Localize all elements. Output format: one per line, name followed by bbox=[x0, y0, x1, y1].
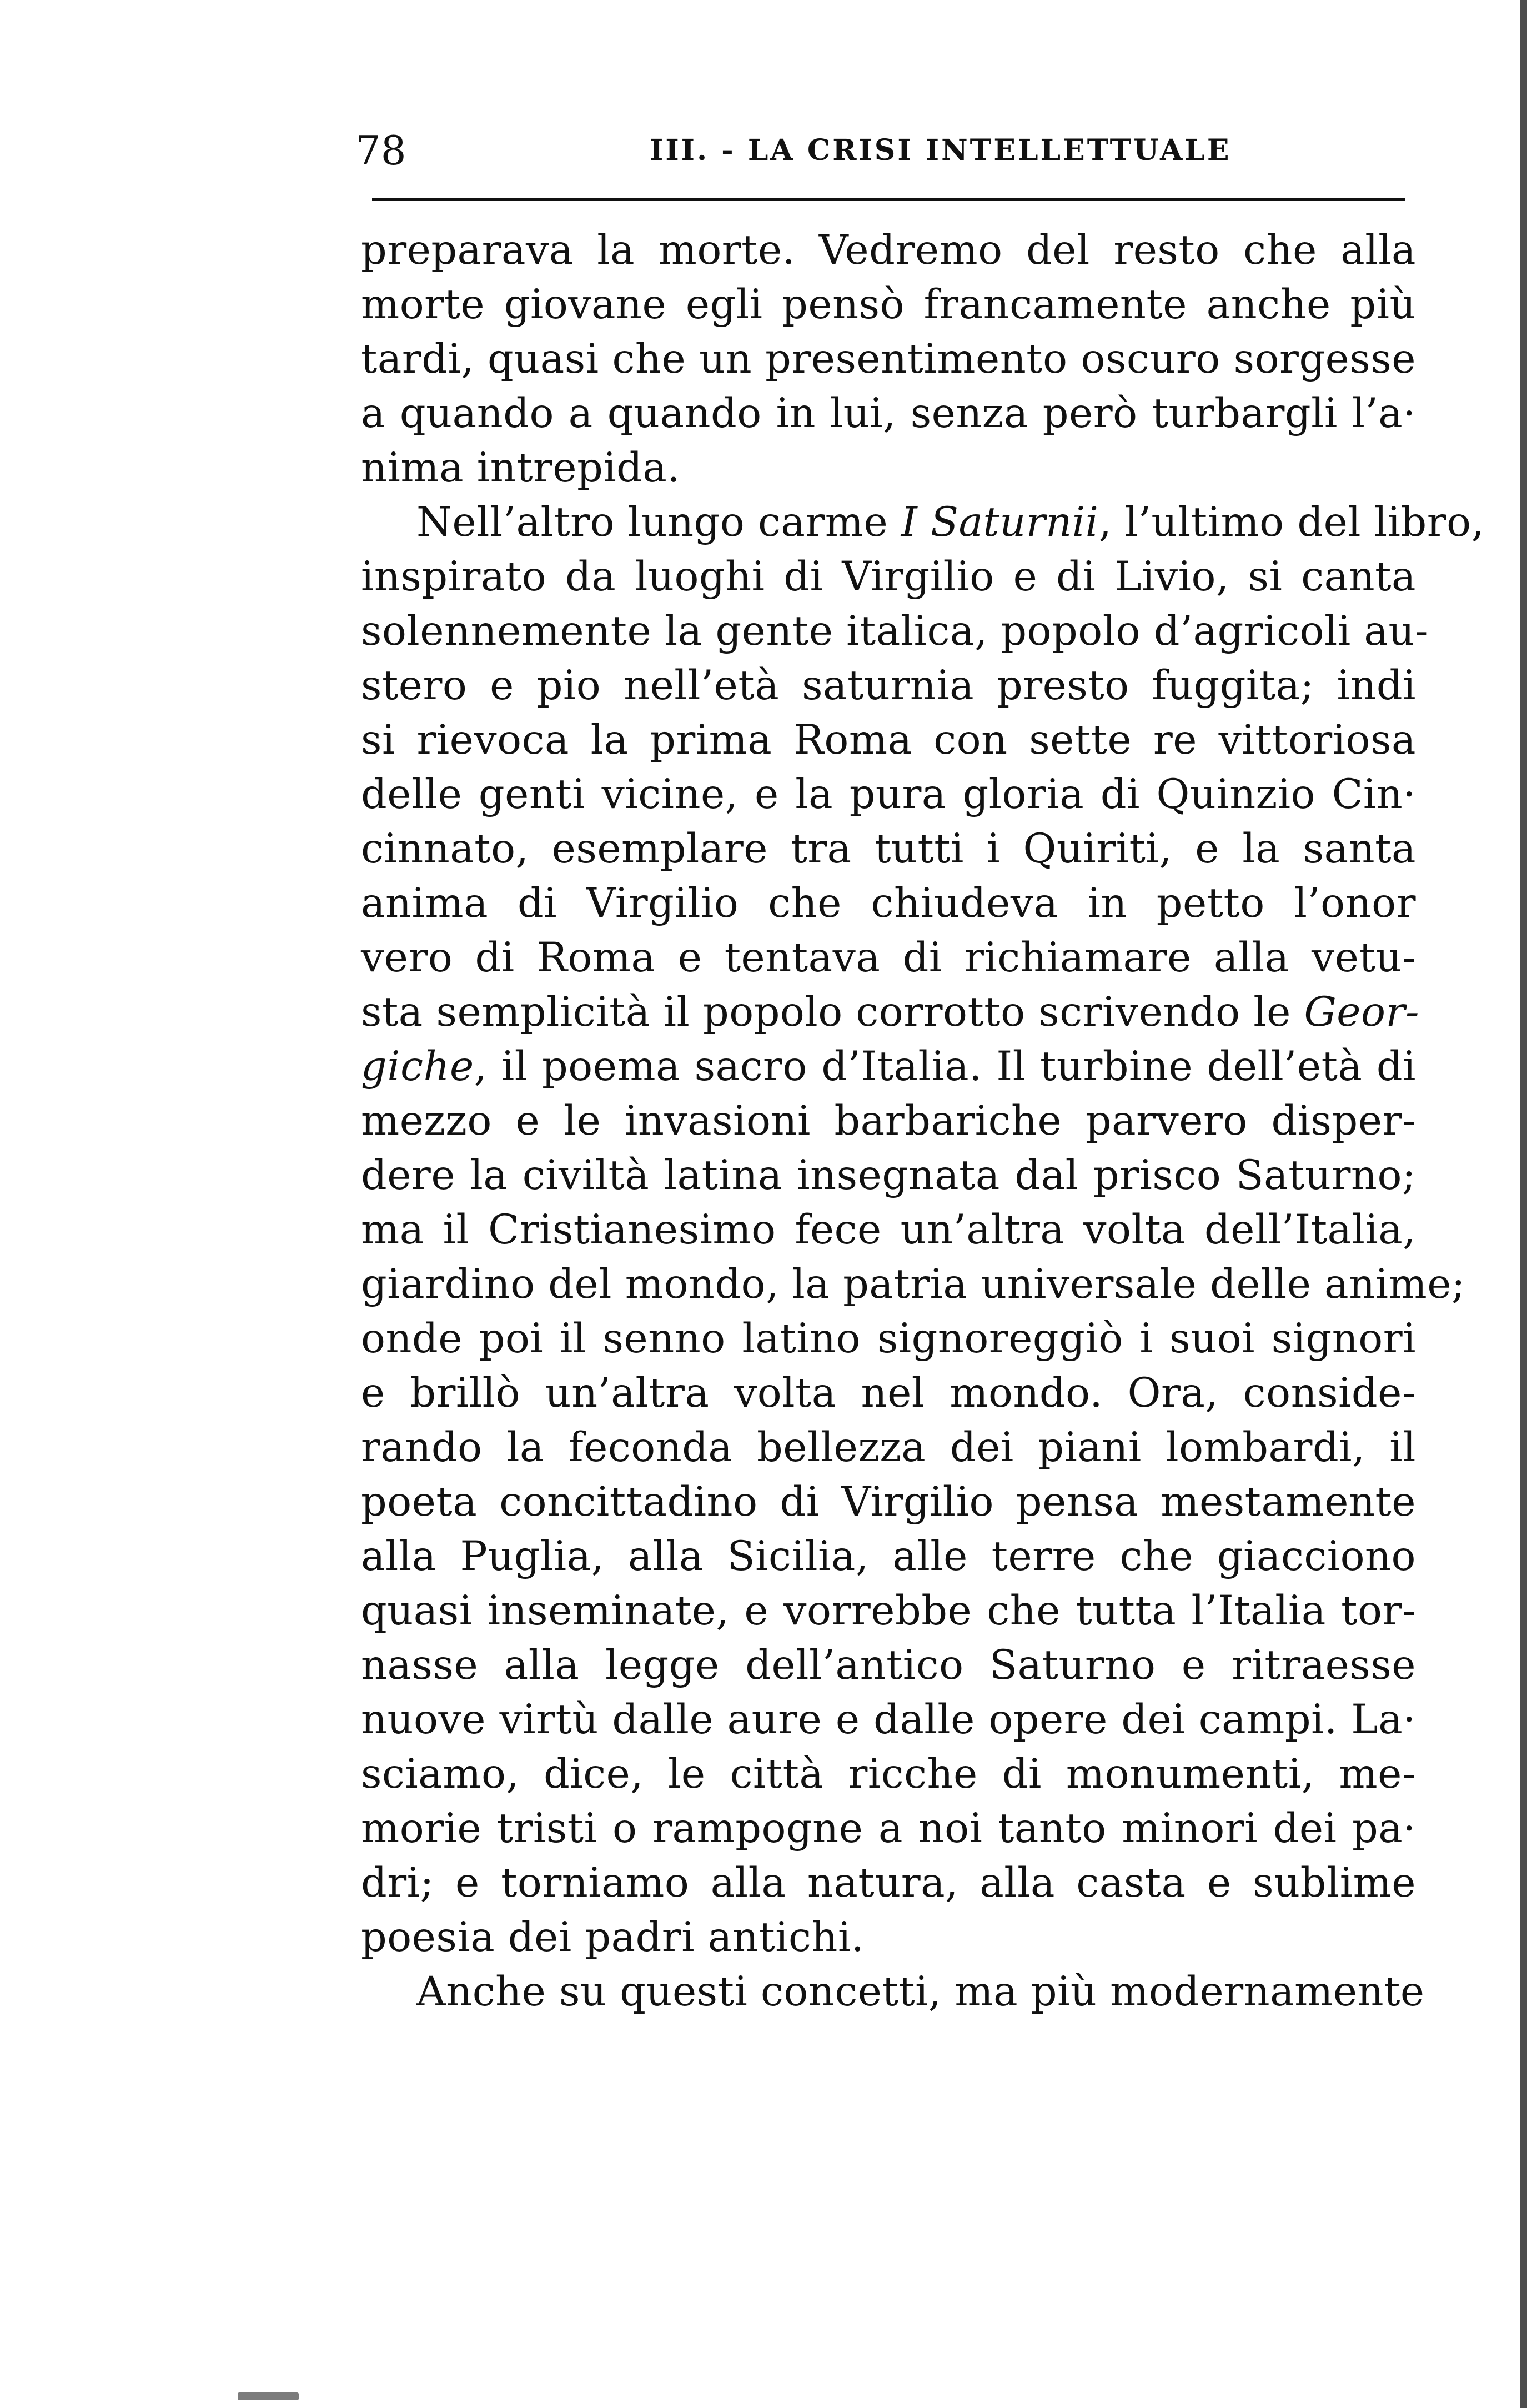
text-line: anima di Virgilio che chiudeva in petto l’onor bbox=[361, 880, 1416, 927]
text-line: Nell’altro lungo carme I Saturnii, l’ultimo del libro, bbox=[416, 499, 1485, 546]
running-title: III. - LA CRISI INTELLETTUALE bbox=[650, 133, 1232, 167]
paragraph-3 bbox=[361, 1965, 1425, 2019]
scan-speck bbox=[238, 2392, 299, 2400]
text-line: morte giovane egli pensò francamente anche più bbox=[361, 281, 1416, 328]
text-line: stero e pio nell’età saturnia presto fuggita; indi bbox=[361, 662, 1416, 709]
page-header bbox=[355, 111, 1405, 178]
text-line: onde poi il senno latino signoreggiò i suoi signori bbox=[361, 1315, 1416, 1362]
text-line: quasi inseminate, e vorrebbe che tutta l’Italia tor- bbox=[361, 1587, 1416, 1634]
page-number: 78 bbox=[355, 127, 406, 174]
text-line: cinnato, esemplare tra tutti i Quiriti, e la santa bbox=[361, 825, 1416, 872]
text-line: poeta concittadino di Virgilio pensa mestamente bbox=[361, 1478, 1416, 1526]
text-line: nima intrepida. bbox=[361, 444, 681, 491]
paragraph-1 bbox=[361, 223, 1416, 495]
text-line: vero di Roma e tentava di richiamare alla vetu- bbox=[361, 934, 1416, 981]
text-line: Anche su questi concetti, ma più modernamente bbox=[416, 1968, 1425, 2015]
text-line: inspirato da luoghi di Virgilio e di Livio, si canta bbox=[361, 553, 1416, 600]
text-line: preparava la morte. Vedremo del resto che alla bbox=[361, 227, 1416, 274]
text-line: e brillò un’altra volta nel mondo. Ora, conside- bbox=[361, 1369, 1416, 1417]
text-line: poesia dei padri antichi. bbox=[361, 1914, 865, 1961]
header-rule bbox=[372, 198, 1405, 201]
text-line: mezzo e le invasioni barbariche parvero disper- bbox=[361, 1097, 1416, 1145]
scan-edge bbox=[1520, 0, 1527, 2408]
text-line: ma il Cristianesimo fece un’altra volta dell’Italia, bbox=[361, 1206, 1416, 1253]
text-line: dri; e torniamo alla natura, alla casta e sublime bbox=[361, 1859, 1416, 1907]
text-line: nuove virtù dalle aure e dalle opere dei campi. La· bbox=[361, 1696, 1416, 1743]
text-line: si rievoca la prima Roma con sette re vittoriosa bbox=[361, 716, 1416, 764]
text-line: rando la feconda bellezza dei piani lombardi, il bbox=[361, 1424, 1416, 1471]
text-line: giche, il poema sacro d’Italia. Il turbine dell’età di bbox=[361, 1043, 1416, 1090]
text-line: alla Puglia, alla Sicilia, alle terre che giacciono bbox=[361, 1533, 1416, 1580]
text-line: sciamo, dice, le città ricche di monumenti, me- bbox=[361, 1750, 1416, 1798]
text-line: morie tristi o rampogne a noi tanto minori dei pa· bbox=[361, 1805, 1416, 1852]
body-text bbox=[361, 223, 1485, 2019]
paragraph-2 bbox=[361, 495, 1485, 1965]
text-line: giardino del mondo, la patria universale delle anime; bbox=[361, 1261, 1466, 1308]
text-line: solennemente la gente italica, popolo d’agricoli au- bbox=[361, 608, 1429, 655]
text-line: dere la civiltà latina insegnata dal prisco Saturno; bbox=[361, 1152, 1416, 1199]
text-line: sta semplicità il popolo corrotto scrivendo le Geor- bbox=[361, 989, 1420, 1036]
text-line: tardi, quasi che un presentimento oscuro sorgesse bbox=[361, 335, 1416, 383]
text-line: delle genti vicine, e la pura gloria di Quinzio Cin· bbox=[361, 771, 1416, 818]
text-line: nasse alla legge dell’antico Saturno e ritraesse bbox=[361, 1642, 1416, 1689]
text-line: a quando a quando in lui, senza però turbargli l’a· bbox=[361, 390, 1416, 437]
